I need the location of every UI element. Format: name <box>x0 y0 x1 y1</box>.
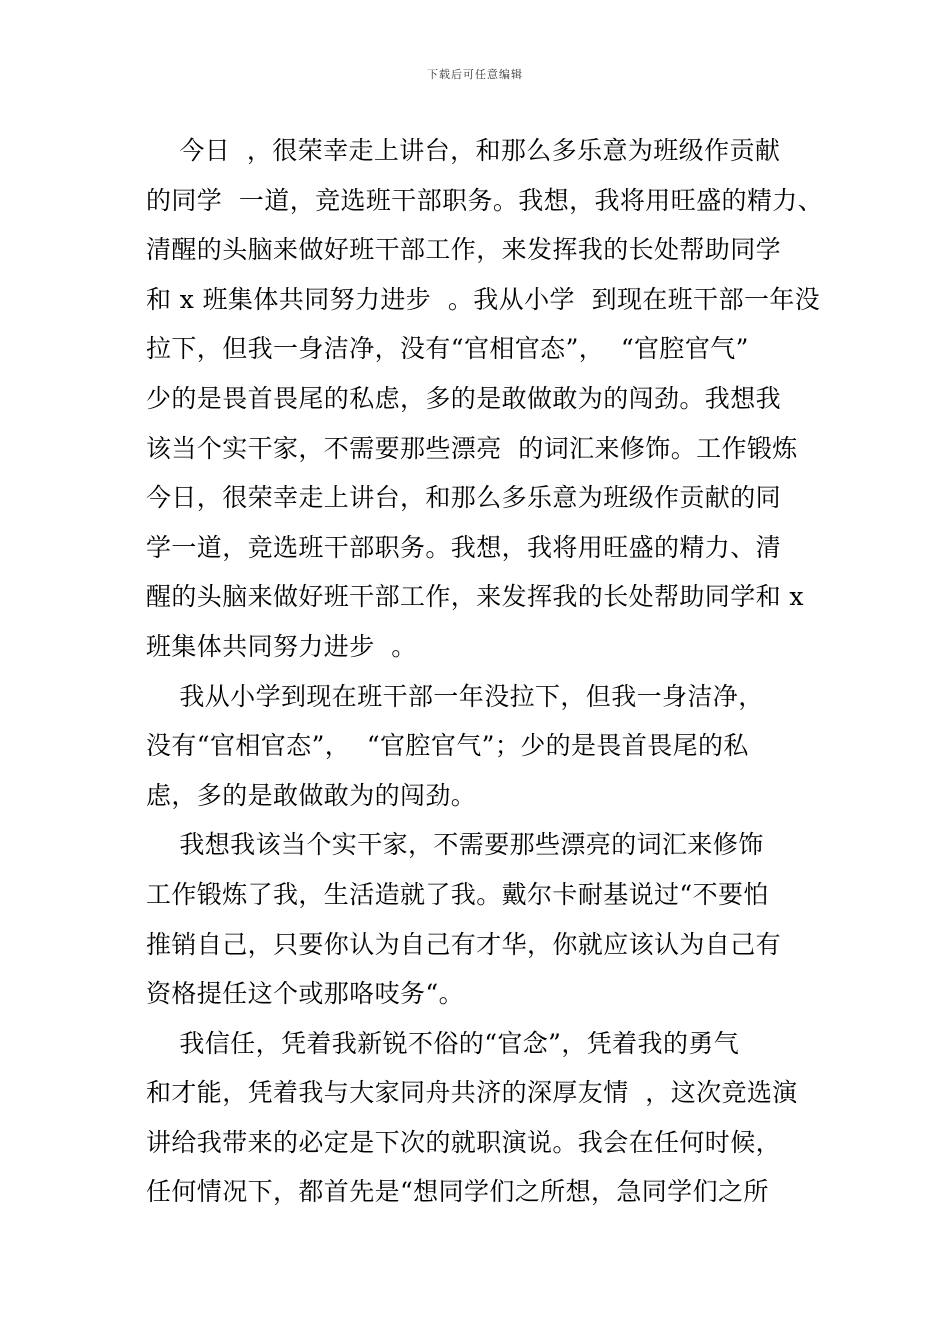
text-line: 拉下，但我一身洁净，没有“官相官态”， “官腔官气” <box>146 334 749 364</box>
text-line: 我从小学到现在班干部一年没拉下，但我一身洁净， <box>146 681 764 711</box>
text-line: 清醒的头脑来做好班干部工作，来发挥我的长处帮助同学 <box>146 235 782 265</box>
text-line: 讲给我带来的必定是下次的就职演说。我会在任何时候， <box>146 1127 782 1157</box>
text-line: 我信任，凭着我新锐不俗的“官念”，凭着我的勇气 <box>146 1028 740 1058</box>
text-line: 虑，多的是敢做敢为的闯劲。 <box>146 780 477 810</box>
text-line: 的同学 一道，竞选班干部职务。我想，我将用旺盛的精力、 <box>146 185 824 215</box>
text-line: 资格提任这个或那咯吱务“。 <box>146 979 464 1009</box>
text-line: 工作锻炼了我，生活造就了我。戴尔卡耐基说过“不要怕 <box>146 879 769 909</box>
document-body <box>146 126 826 1217</box>
text-line: 和 x 班集体共同努力进步 。我从小学 到现在班干部一年没 <box>146 284 821 314</box>
text-line: 我想我该当个实干家，不需要那些漂亮的词汇来修饰 <box>146 830 764 860</box>
text-line: 任何情况下，都首先是“想同学们之所想，急同学们之所 <box>146 1177 769 1207</box>
text-line: 醒的头脑来做好班干部工作，来发挥我的长处帮助同学和 x <box>146 582 804 612</box>
text-line: 今日 ，很荣幸走上讲台，和那么多乐意为班级作贡献 <box>146 136 781 165</box>
text-line: 推销自己，只要你认为自己有才华，你就应该认为自己有 <box>146 929 782 959</box>
text-line: 没有“官相官态”， “官腔官气”；少的是畏首畏尾的私 <box>146 731 749 761</box>
text-line: 班集体共同努力进步 。 <box>146 631 417 661</box>
text-line: 今日，很荣幸走上讲台，和那么多乐意为班级作贡献的同 <box>146 483 782 513</box>
text-line: 学一道，竞选班干部职务。我想，我将用旺盛的精力、清 <box>146 532 782 562</box>
text-line: 少的是畏首畏尾的私虑，多的是敢做敢为的闯劲。我想我 <box>146 383 782 413</box>
text-line: 该当个实干家，不需要那些漂亮 的词汇来修饰。工作锻炼 <box>146 433 798 463</box>
text-line: 和才能，凭着我与大家同舟共济的深厚友情 ，这次竞选演 <box>146 1078 798 1108</box>
download-note: 下载后可任意编辑 <box>427 68 523 81</box>
